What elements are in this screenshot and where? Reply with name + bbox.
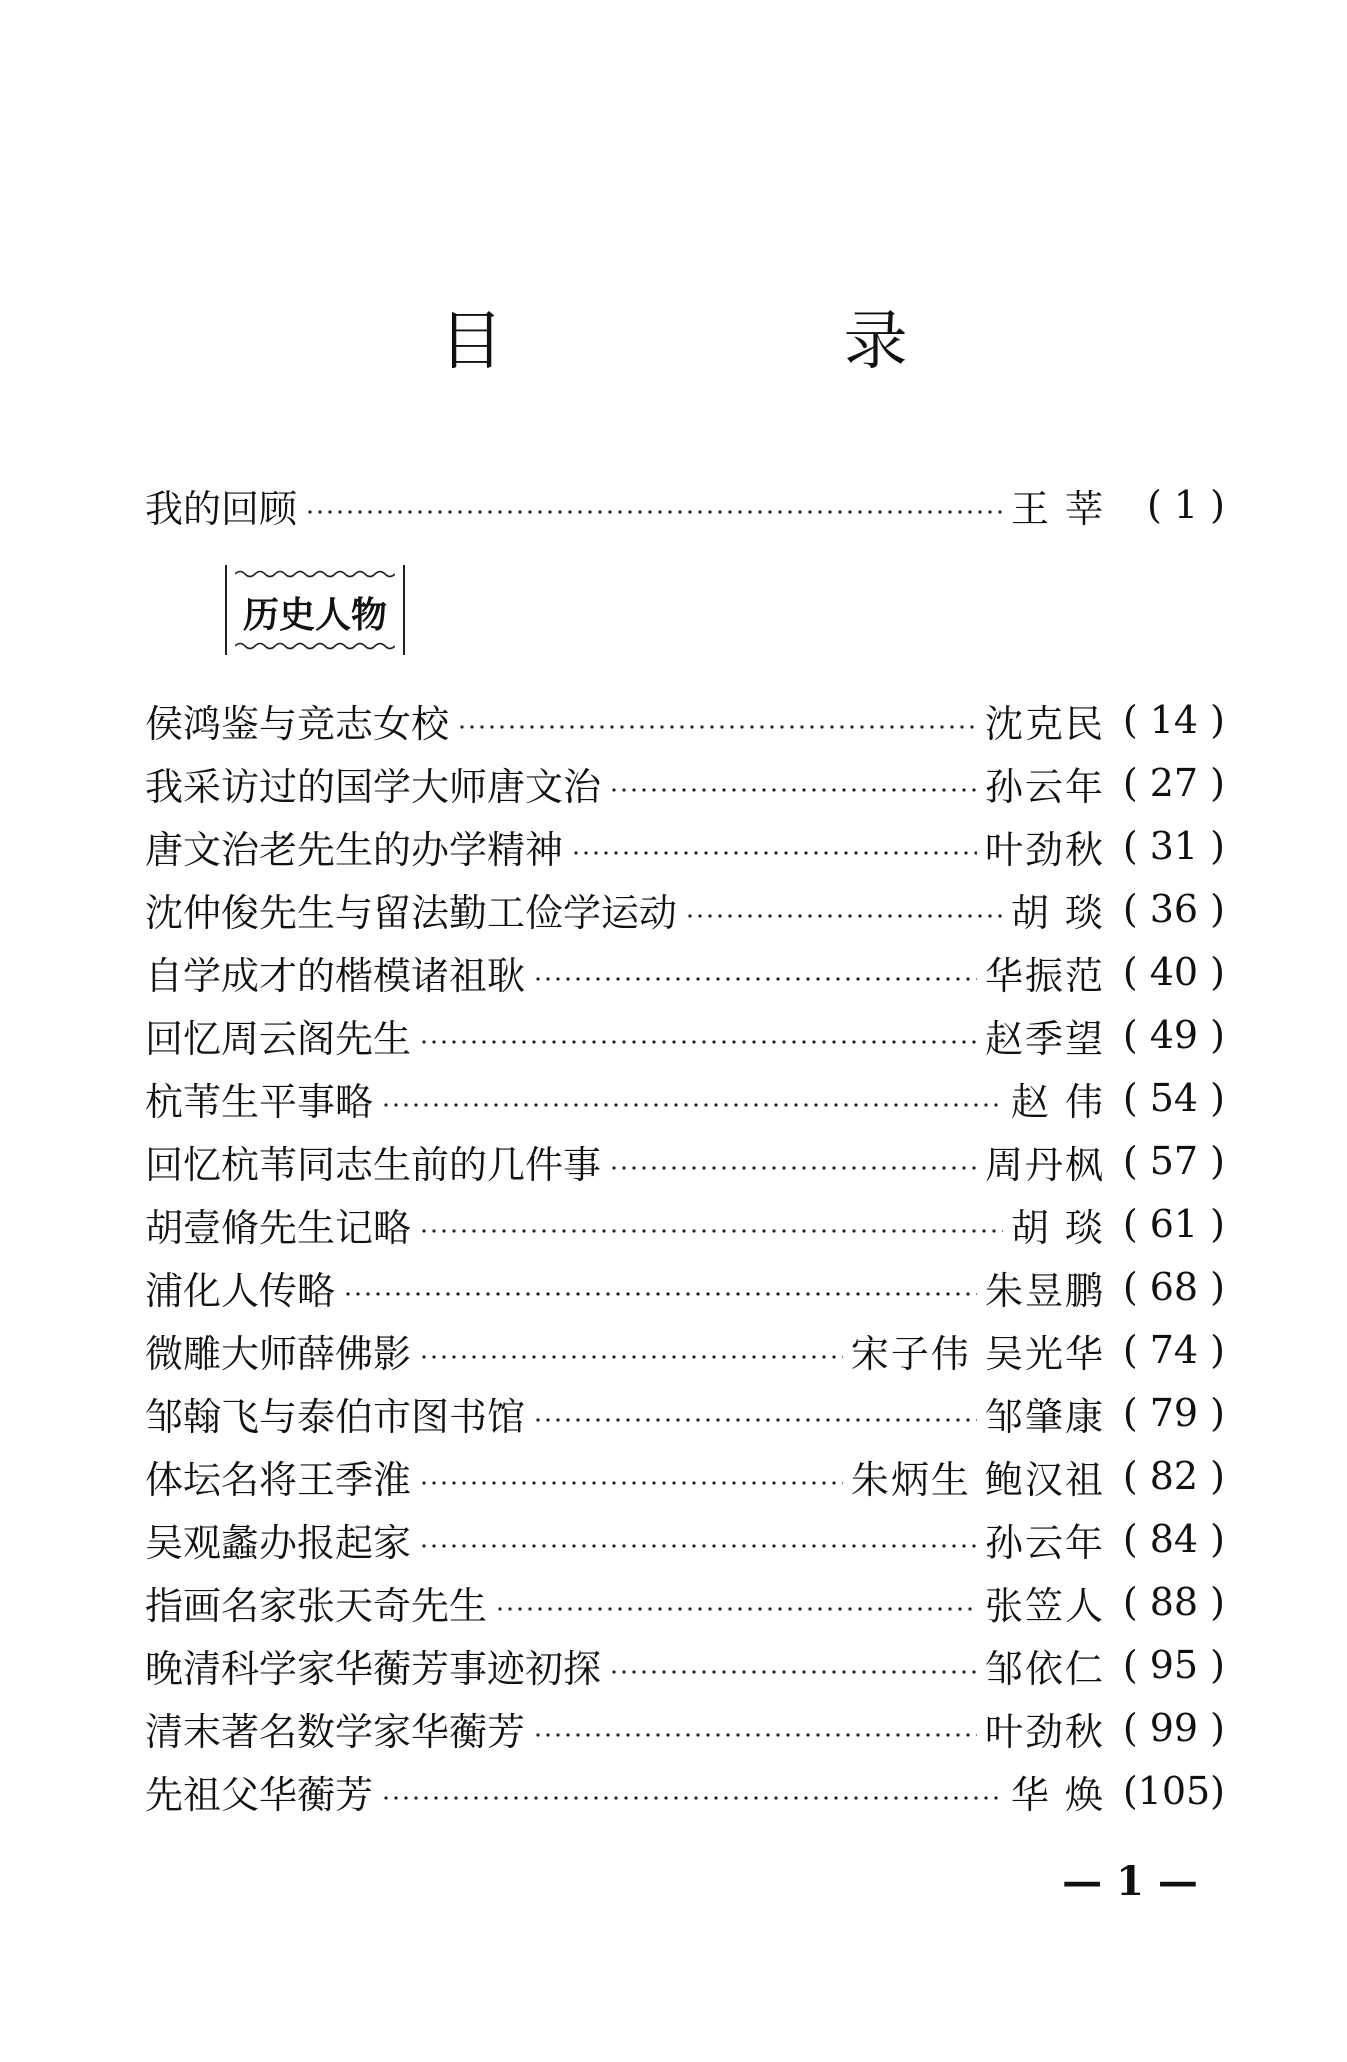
section-heading: 历史人物 — [242, 595, 387, 636]
entry-page: ( 88 ) — [1122, 1580, 1225, 1624]
entry-author: 宋子伟 吴光华 — [850, 1331, 1105, 1376]
entry-title: 沈仲俊先生与留法勤工俭学运动 — [145, 890, 678, 935]
toc-entry — [145, 1761, 1225, 1821]
leader-dots — [305, 510, 1003, 514]
toc-entry — [145, 1257, 1225, 1317]
wavy-border-bottom — [235, 641, 395, 651]
entry-page: ( 27 ) — [1122, 761, 1225, 805]
toc-entry — [145, 753, 1225, 813]
toc-entry — [145, 879, 1225, 939]
leader-dots — [343, 1292, 977, 1296]
toc-entry — [145, 1068, 1225, 1128]
leader-dots — [533, 1733, 977, 1737]
wavy-border-top — [235, 569, 395, 579]
entry-author: 张笠人 — [984, 1583, 1105, 1628]
leader-dots — [419, 1544, 977, 1548]
entry-page: ( 1 ) — [1147, 483, 1225, 527]
entry-page: ( 14 ) — [1122, 698, 1225, 742]
toc-entry — [145, 1446, 1225, 1506]
entry-author: 孙云年 — [984, 1520, 1105, 1565]
leader-dots — [571, 851, 977, 855]
leader-dots — [381, 1796, 1003, 1800]
entry-author: 邹肇康 — [984, 1394, 1105, 1439]
leader-dots — [685, 914, 1003, 918]
entry-author: 赵季望 — [984, 1016, 1105, 1061]
page-number: — 1 — — [1062, 1858, 1198, 1905]
toc-entry — [145, 1572, 1225, 1632]
entry-title: 体坛名将王季淮 — [145, 1457, 412, 1502]
entry-title: 回忆周云阁先生 — [145, 1016, 412, 1061]
toc-entry — [145, 690, 1225, 750]
entry-title: 先祖父华蘅芳 — [145, 1772, 374, 1817]
leader-dots — [609, 1166, 977, 1170]
entry-title: 邹翰飞与泰伯市图书馆 — [145, 1394, 526, 1439]
entry-page: ( 40 ) — [1122, 950, 1225, 994]
entry-page: (105) — [1122, 1769, 1225, 1813]
entry-page: ( 49 ) — [1122, 1013, 1225, 1057]
entry-title: 晚清科学家华蘅芳事迹初探 — [145, 1646, 602, 1691]
entry-title: 指画名家张天奇先生 — [145, 1583, 488, 1628]
leader-dots — [419, 1040, 977, 1044]
entry-title: 吴观蠡办报起家 — [145, 1520, 412, 1565]
entry-page: ( 57 ) — [1122, 1139, 1225, 1183]
entry-page: ( 54 ) — [1122, 1076, 1225, 1120]
entry-title: 我采访过的国学大师唐文治 — [145, 764, 602, 809]
entry-author: 朱昱鹏 — [984, 1268, 1105, 1313]
entry-author: 胡 琰 — [1010, 890, 1105, 935]
toc-entry — [145, 1635, 1225, 1695]
entry-title: 微雕大师薛佛影 — [145, 1331, 412, 1376]
entry-author: 朱炳生 鲍汉祖 — [850, 1457, 1105, 1502]
entry-author: 邹依仁 — [984, 1646, 1105, 1691]
leader-dots — [533, 1418, 977, 1422]
toc-entry — [145, 1005, 1225, 1065]
entry-page: ( 84 ) — [1122, 1517, 1225, 1561]
leader-dots — [419, 1229, 1003, 1233]
entry-author: 华 焕 — [1010, 1772, 1105, 1817]
entry-author: 孙云年 — [984, 764, 1105, 809]
leader-dots — [609, 788, 977, 792]
entry-author: 叶劲秋 — [984, 1709, 1105, 1754]
leader-dots — [419, 1481, 843, 1485]
leader-dots — [419, 1355, 843, 1359]
entry-title: 杭苇生平事略 — [145, 1079, 374, 1124]
toc-entry — [145, 1509, 1225, 1569]
toc-entry — [145, 1383, 1225, 1443]
entry-page: ( 82 ) — [1122, 1454, 1225, 1498]
entry-page: ( 74 ) — [1122, 1328, 1225, 1372]
entry-title: 回忆杭苇同志生前的几件事 — [145, 1142, 602, 1187]
entry-page: ( 68 ) — [1122, 1265, 1225, 1309]
toc-entry — [145, 1131, 1225, 1191]
leader-dots — [609, 1670, 977, 1674]
entry-title: 胡壹脩先生记略 — [145, 1205, 412, 1250]
entry-author: 赵 伟 — [1010, 1079, 1105, 1124]
entry-author: 胡 琰 — [1010, 1205, 1105, 1250]
entry-author: 叶劲秋 — [984, 827, 1105, 872]
toc-entry — [145, 1698, 1225, 1758]
entry-page: ( 95 ) — [1122, 1643, 1225, 1687]
entry-page: ( 31 ) — [1122, 824, 1225, 868]
entry-page: ( 36 ) — [1122, 887, 1225, 931]
toc-entry — [145, 816, 1225, 876]
toc-entry — [145, 942, 1225, 1002]
entry-title: 浦化人传略 — [145, 1268, 336, 1313]
leader-dots — [381, 1103, 1003, 1107]
leader-dots — [495, 1607, 977, 1611]
entry-title: 唐文治老先生的办学精神 — [145, 827, 564, 872]
entry-author: 王 莘 — [1010, 486, 1105, 531]
entry-title: 清末著名数学家华蘅芳 — [145, 1709, 526, 1754]
toc-entry — [145, 1194, 1225, 1254]
entry-title: 自学成才的楷模诸祖耿 — [145, 953, 526, 998]
page-title: 目 录 — [439, 305, 1068, 379]
toc-entry — [145, 475, 1225, 535]
entry-title: 侯鸿鉴与竞志女校 — [145, 701, 450, 746]
leader-dots — [533, 977, 977, 981]
entry-title: 我的回顾 — [145, 486, 298, 531]
leader-dots — [457, 725, 977, 729]
section-heading-box — [225, 565, 405, 655]
entry-author: 华振范 — [984, 953, 1105, 998]
entry-page: ( 99 ) — [1122, 1706, 1225, 1750]
entry-page: ( 79 ) — [1122, 1391, 1225, 1435]
entry-author: 沈克民 — [984, 701, 1105, 746]
toc-entry — [145, 1320, 1225, 1380]
entry-author: 周丹枫 — [984, 1142, 1105, 1187]
entry-page: ( 61 ) — [1122, 1202, 1225, 1246]
